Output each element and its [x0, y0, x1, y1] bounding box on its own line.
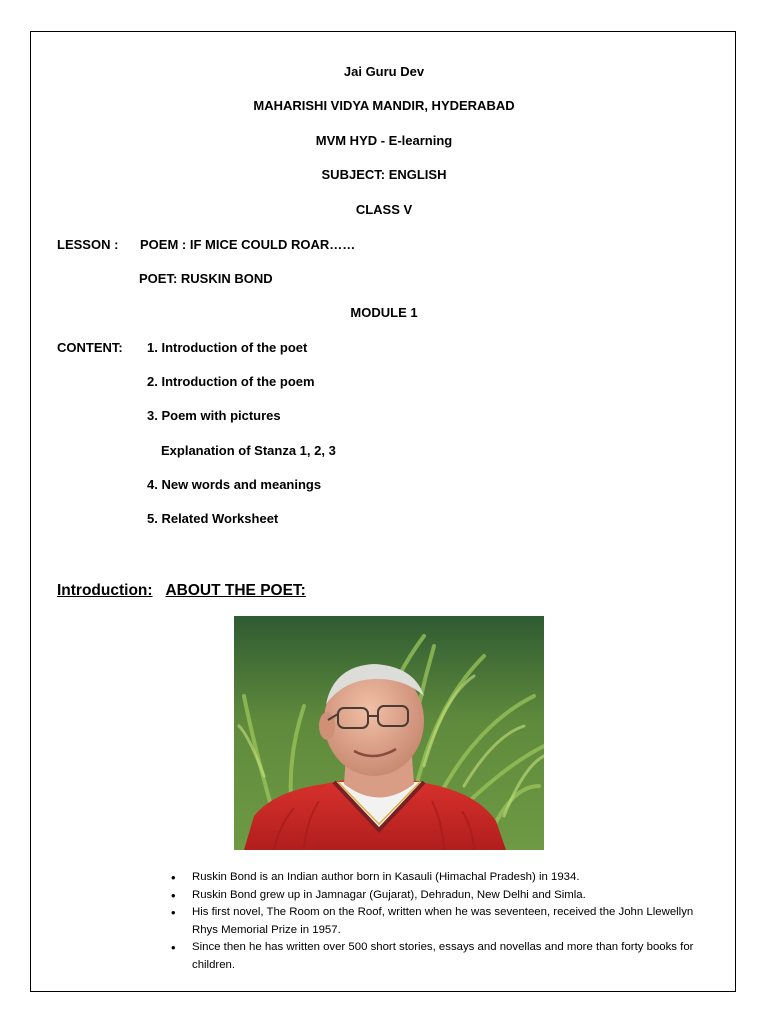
list-item: • Since then he has written over 500 short stories, essays and novellas and more than forty books for children. — [170, 939, 710, 974]
introduction-heading — [57, 581, 306, 601]
platform-name: MVM HYD - E-learning — [315, 133, 453, 148]
introduction-title: ABOUT THE POET: — [165, 582, 306, 599]
content-item: 3. Poem with pictures — [147, 408, 281, 423]
module-label: MODULE 1 — [350, 305, 418, 320]
poet-facts-list — [170, 869, 710, 974]
school-name: MAHARISHI VIDYA MANDIR, HYDERABAD — [253, 98, 515, 113]
introduction-prefix: Introduction: — [57, 582, 153, 599]
lesson-label: LESSON : — [57, 237, 119, 252]
content-subitem: Explanation of Stanza 1, 2, 3 — [161, 443, 336, 458]
subject-line: SUBJECT: ENGLISH — [321, 167, 447, 182]
content-item: 5. Related Worksheet — [147, 511, 279, 526]
poem-title: POEM : IF MICE COULD ROAR…… — [140, 237, 356, 252]
list-item: • His first novel, The Room on the Roof, written when he was seventeen, received the John Llewellyn Rhys Memorial Prize in 1957. — [170, 904, 710, 939]
poet-photo — [234, 616, 544, 850]
content-item: 1. Introduction of the poet — [147, 340, 308, 355]
list-item: • Ruskin Bond is an Indian author born in Kasauli (Himachal Pradesh) in 1934. — [170, 869, 710, 887]
content-item: 4. New words and meanings — [147, 477, 322, 492]
content-label: CONTENT: — [57, 340, 123, 355]
content-item: 2. Introduction of the poem — [147, 374, 315, 389]
list-item: • Ruskin Bond grew up in Jamnagar (Gujarat), Dehradun, New Delhi and Simla. — [170, 887, 710, 905]
header-invocation: Jai Guru Dev — [343, 64, 425, 79]
class-line: CLASS V — [355, 202, 413, 217]
poet-name: POET: RUSKIN BOND — [139, 271, 273, 286]
